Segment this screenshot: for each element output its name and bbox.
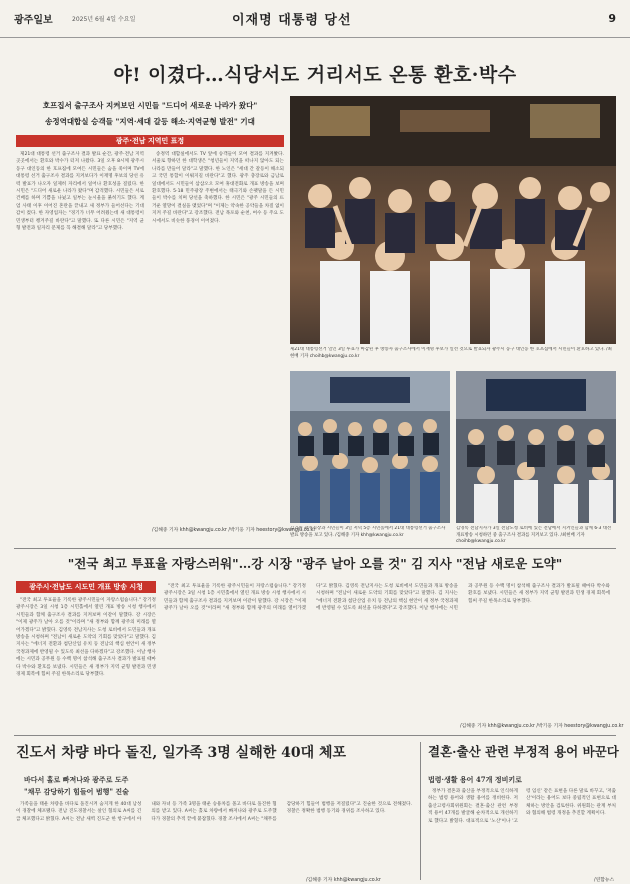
newspaper-logo: 광주일보: [14, 15, 53, 26]
main-subhead-2: 송정역대합실 승객들 "지역·세대 갈등 해소·지역균형 발전" 기대: [45, 117, 255, 126]
masthead: [0, 0, 630, 38]
main-subhead-1: 호프집서 출구조사 지켜보던 시민들 "드디어 새로운 나라가 왔다": [42, 101, 258, 110]
second-section-tag: 광주시·전남도 시도민 개표 방송 시청: [16, 581, 156, 593]
article-byline: /김해중 기자 khh@kwangju.co.kr /박기웅 기자 heestory@kwangju.co.kr: [152, 528, 316, 533]
photo-province-office: [456, 371, 616, 523]
photo-pub-crowd-caption: 제21대 대통령선거 일인 3일 투표가 마감된 후 방송사 출구조사에서 이재명 후보가 일선 것으로 발표되자 광주시 동구 대인동 한 호프집에서 시민들이 환호하고 있다. /최현배 기자 choihb@kwangju.co.kr: [290, 347, 612, 359]
divider: [14, 735, 616, 736]
bottom-left-body: 가족들을 태운 차량을 바다로 돌진시켜 숨지게 한 40대 남성이 경찰에 체포됐다. 전남 진도경찰서는 살인 혐의로 A씨를 긴급 체포했다고 밝혔다. A씨는 전날 새벽 진도군 한 항구에서 아내와 자녀 등 가족 3명을 태운 승용차를 몰고 바다로 돌진한 혐의를 받고 있다. A씨는 홀로 차량에서 빠져나와 광주로 도주했다가 경찰의 추적 끝에 붙잡혔다. 경찰 조사에서 A씨는 "채무를 감당하기 힘들어 범행을 저질렀다"고 진술한 것으로 전해졌다. 경찰은 정확한 범행 동기와 경위를 조사하고 있다.: [16, 802, 412, 822]
bottom-right-headline: 결혼·출산 관련 부정적 용어 바꾼다: [428, 744, 619, 759]
section-title: 이재명 대통령 당선: [232, 13, 352, 28]
photo-pub-crowd: [290, 96, 616, 344]
photo-pub-crowd-illustration: [290, 96, 616, 344]
bottom-right-byline: /연합뉴스: [594, 878, 615, 883]
bottom-left-byline: /김해중 기자 khh@kwangju.co.kr: [306, 878, 381, 883]
bottom-right-body: 정부가 결혼과 출산을 부정적으로 인식하게 하는 법령 용어와 생활 용어를 정비한다. 저출산고령사회위원회는 결혼·출산 관련 부정적 용어 47개를 발굴해 순차적으로 개선하기로 했다고 밝혔다. 대표적으로 '노산'이나 '고령 임신' 같은 표현을 다른 말로 바꾸고, '저출산'이라는 용어도 보다 중립적인 표현으로 대체하는 방안을 검토한다. 위원회는 관계 부처와 협의해 법령 개정을 추진할 계획이다.: [428, 789, 616, 824]
divider: [420, 742, 421, 880]
second-byline: /김해중 기자 khh@kwangju.co.kr /박기웅 기자 heestory@kwangju.co.kr: [460, 724, 624, 729]
article-column-1: 제21대 대통령 선거 출구조사 결과 발표 순간, 광주·전남 지역 곳곳에서는 환호와 박수가 터져 나왔다. 3일 오후 8시께 광주시 동구 대인동의 한 호프집에 모여든 시민들은 숨을 죽이며 TV에 대통령 선거 출구조사 결과를 지켜보다가 이재명 후보의 당선 유력 발표가 나오자 일제히 자리에서 일어나 환호성을 질렀다. 한 시민은 "드디어 새로운 나라가 왔다"며 감격했다. 시민들은 서로 건배를 하며 기쁨을 나눴고 일부는 눈시울을 붉히기도 했다. 계엄 사태 이후 이어진 혼란을 끝내고 새 정부가 들어선다는 기대감이 컸다. 한 자영업자는 "경기가 너무 어려웠는데 새 대통령이 민생부터 챙겨주길 바란다"고 말했다. 또 다른 시민은 "지역 균형 발전과 일자리 문제를 꼭 해결해 달라"고 당부했다.: [16, 152, 144, 232]
photo-province-office-caption: 김영록 전남지사가 3일 전남도청 로비에 있는 전남에서 지켜인들과 함께 6·3 대선 개표방송 시청하던 중 출구조사 결과를 지켜보고 있다. /최현배 기자 choihb@kwangju.co.kr: [456, 526, 612, 545]
bottom-left-headline: 진도서 차량 바다 돌진, 일가족 3명 실해한 40대 체포: [16, 745, 347, 761]
page-number: 9: [608, 12, 616, 25]
divider: [14, 548, 616, 549]
article-column-2: 송정역 대합실에서도 TV 앞에 승객들이 모여 결과를 지켜봤다. 서울로 향하던 한 대학생은 "청년들이 지역을 떠나지 않아도 되는 나라를 만들어 달라"고 말했다. 한 노인은 "세대 간 갈등이 해소되고 국민 통합이 이뤄지길 바란다"고 했다. 광주 충장로와 금남로 일대에서도 시민들이 삼삼오오 모여 휴대전화로 개표 방송을 보며 환호했다. 5·18 민주광장 주변에서는 태극기와 손팻말을 든 시민들이 박수를 치며 당선을 축하했다. 한 시민은 "광주 시민들의 뜨거운 열망이 결실을 맺었다"며 "이제는 약속한 공약들을 차질 없이 지켜 주길 바란다"고 강조했다. 전남 목포와 순천, 여수 등 주요 도시에서도 비슷한 풍경이 이어졌다.: [152, 152, 284, 224]
bottom-right-subhead: 법령·생활 용어 47개 정비키로: [428, 775, 522, 784]
photo-province-office-illustration: [456, 371, 616, 523]
photo-city-hall: [290, 371, 450, 523]
issue-date: 2025년 6월 4일 수요일: [72, 16, 136, 23]
photo-city-hall-illustration: [290, 371, 450, 523]
second-article-body: "전국 최고 투표율을 기록한 광주시민들이 자랑스럽습니다." 강기정 광주시장은 3일 시청 1층 시민홀에서 열린 개표 방송 시청 행사에서 시민들과 함께 출구조사 결과를 지켜보며 이같이 말했다. 강 시장은 "이제 광주가 날아 오를 것"이라며 "새 정부와 함께 광주의 미래를 열어가겠다"고 밝혔다. 김영록 전남지사는 도청 로비에서 도민들과 개표 방송을 시청하며 "전남이 새로운 도약의 기회를 맞았다"고 말했다. 김 지사는 "에너지 전환과 첨단산업 유치 등 전남의 핵심 현안이 새 정부 국정과제에 반영될 수 있도록 최선을 다하겠다"고 강조했다. 이날 행사에는 시민과 공무원 등 수백 명이 참석해 출구조사 결과가 발표될 때마다 박수와 환호를 보냈다. 시민들은 새 정부가 지역 균형 발전과 민생 경제 회복에 힘써 주길 한목소리로 당부했다.: [16, 598, 156, 678]
section-tag: 광주·전남 지역민 표정: [16, 135, 284, 147]
photo-city-hall-caption: 김기원 광주시장과 시민들이 3일 저녁 5층 시민홀에서 21대 대통령선거 출구조사 발표 방송을 보고 있다. /김해중 기자 khh@kwangju.co.kr: [290, 526, 446, 538]
bottom-left-subhead-2: "채무 감당하기 힘들어 범행" 진술: [24, 787, 129, 796]
bottom-left-subhead-1: 바다서 홀로 빠져나와 광주로 도주: [24, 775, 129, 784]
second-article-continuation: "전국 최고 투표율을 기록한 광주시민들이 자랑스럽습니다." 강기정 광주시장은 3일 시청 1층 시민홀에서 열린 개표 방송 시청 행사에서 시민들과 함께 출구조사 결과를 지켜보며 이같이 말했다. 강 시장은 "이제 광주가 날아 오를 것"이라며 "새 정부와 함께 광주의 미래를 열어가겠다"고 밝혔다. 김영록 전남지사는 도청 로비에서 도민들과 개표 방송을 시청하며 "전남이 새로운 도약의 기회를 맞았다"고 말했다. 김 지사는 "에너지 전환과 첨단산업 유치 등 전남의 핵심 현안이 새 정부 국정과제에 반영될 수 있도록 최선을 다하겠다"고 강조했다. 이날 행사에는 시민과 공무원 등 수백 명이 참석해 출구조사 결과가 발표될 때마다 박수와 환호를 보냈다. 시민들은 새 정부가 지역 균형 발전과 민생 경제 회복에 힘써 주길 한목소리로 당부했다.: [164, 584, 610, 612]
second-headline: "전국 최고 투표율 자랑스러워"…강 시장 "광주 날아 오를 것" 김 지사 "전남 새로운 도약": [67, 556, 563, 571]
main-headline: 야! 이겼다…식당서도 거리서도 온통 환호·박수: [113, 64, 517, 86]
